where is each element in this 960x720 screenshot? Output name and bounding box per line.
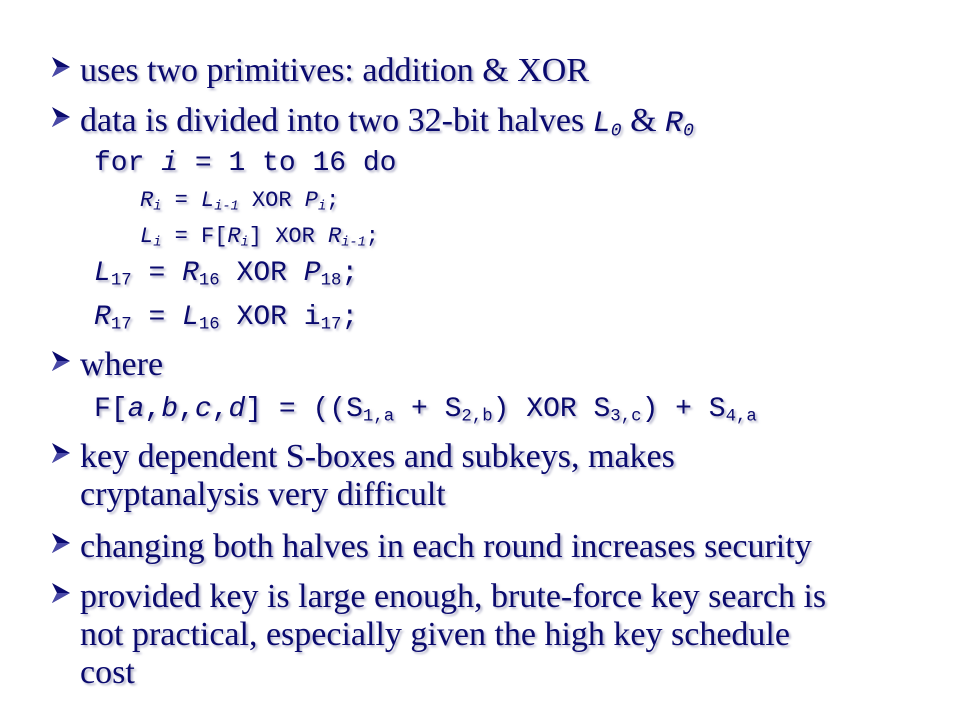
arrow-bullet-icon [48, 348, 74, 374]
bullet-text: key dependent S-boxes and subkeys, makes cryptanalysis very difficult [80, 438, 675, 513]
bullet-text: provided key is large enough, brute-force key search is not practical, especially given the high key schedule cost [80, 578, 827, 691]
arrow-bullet-icon [48, 530, 74, 556]
arrow-bullet-icon [48, 580, 74, 606]
code-f-definition: $F[a,b,c,d] = ((S_{1,a} + S_{2,b})$ XOR $S_{3,c}) + S_{4,a}$ [94, 394, 757, 427]
arrow-bullet-icon [48, 54, 74, 80]
code-round-r: $R_i = L_{i-1}$ XOR $P_i$; [140, 188, 340, 215]
code-for-loop: for i = 1 to 16 do [94, 148, 397, 179]
bullet-brute-force [48, 578, 918, 692]
bullet-primitives [48, 52, 918, 90]
bullet-text: data is divided into two 32-bit halves $L_0$ & $R_0$ [80, 102, 694, 142]
arrow-bullet-icon [48, 440, 74, 466]
arrow-bullet-icon [48, 104, 74, 130]
bullet-halves [48, 102, 918, 143]
bullet-halves-round [48, 528, 918, 566]
bullet-sboxes [48, 438, 918, 514]
bullet-text: where [80, 346, 164, 383]
bullet-text: changing both halves in each round increases security [80, 528, 812, 565]
bullet-text: uses two primitives: addition & XOR [80, 52, 590, 89]
bullet-where [48, 346, 918, 384]
code-round-l: $L_i = F[R_i]$ XOR $R_{i-1}$; [140, 224, 379, 251]
code-final-l: $L_{17} = R_{16}$ XOR $P_{18}$; [94, 258, 359, 291]
code-final-r: $R_{17} = L_{16}$ XOR $i_{17}$; [94, 302, 359, 335]
